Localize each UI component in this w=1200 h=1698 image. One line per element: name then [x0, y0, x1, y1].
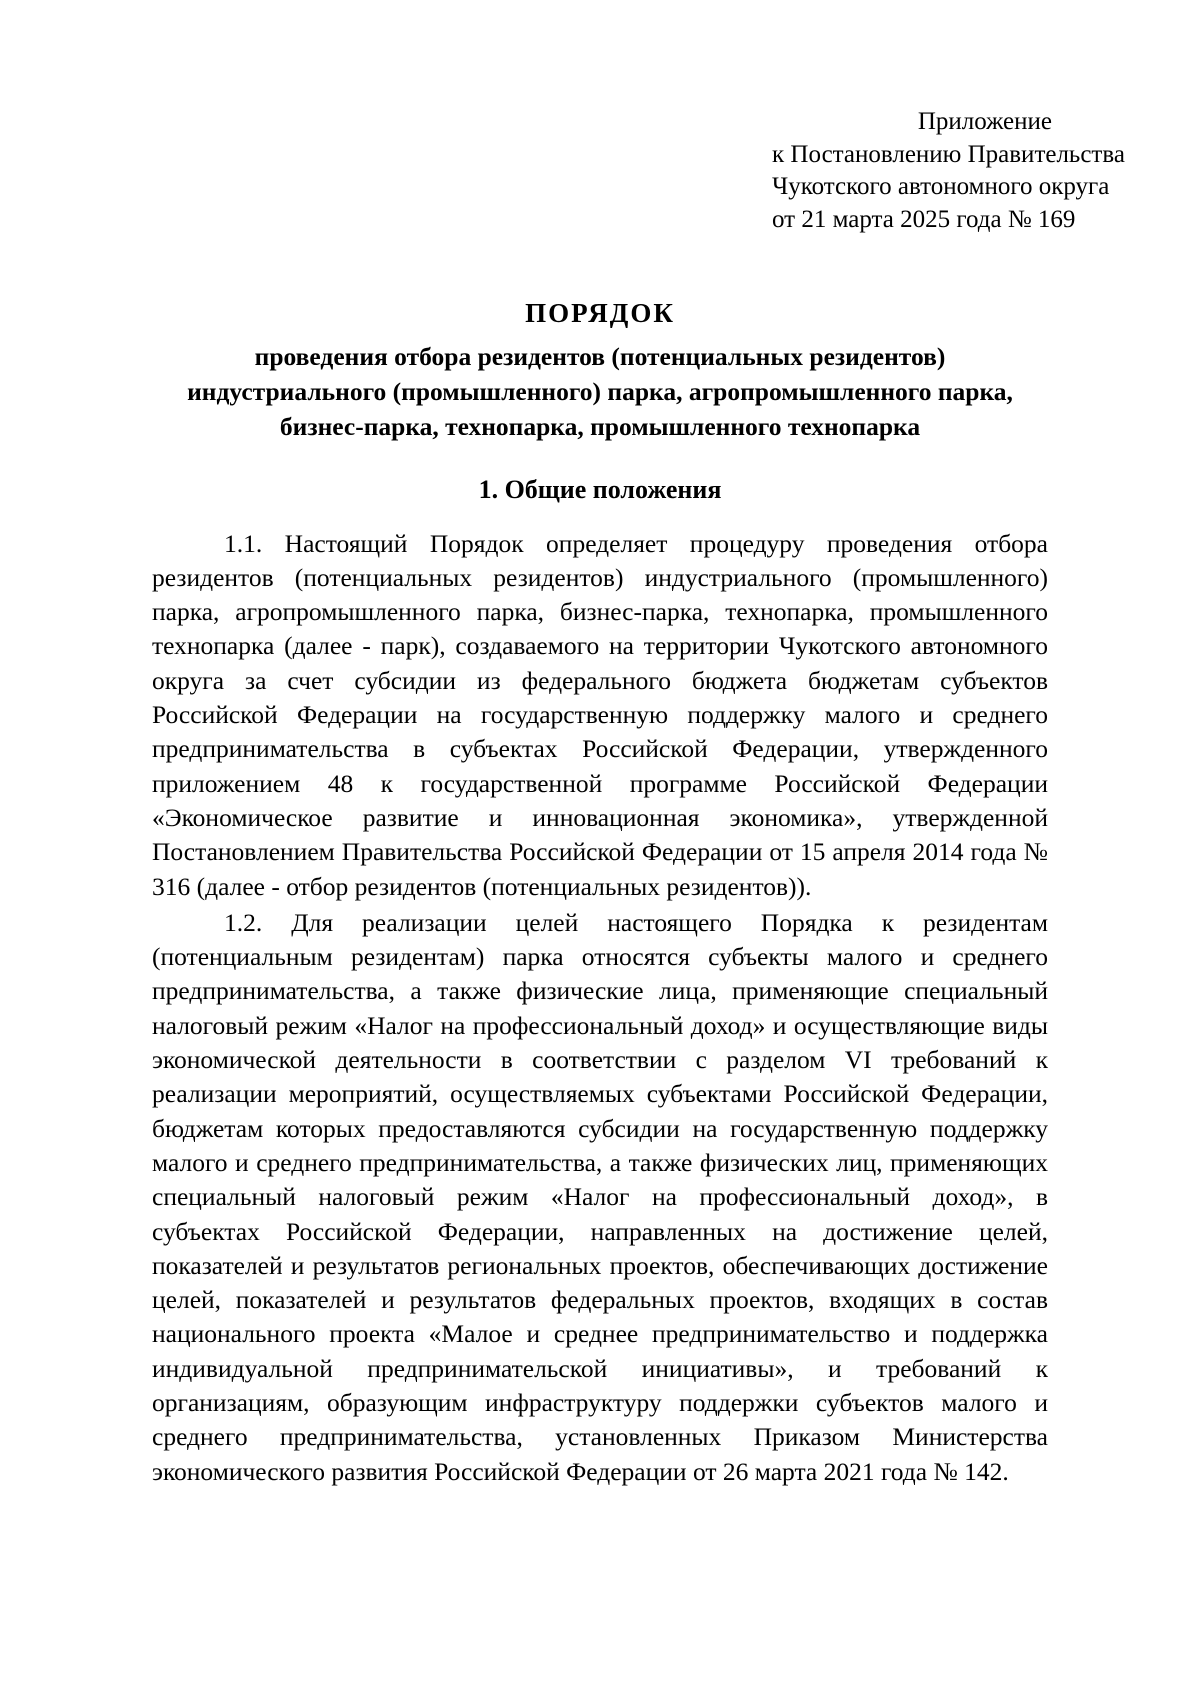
- header-line-4: от 21 марта 2025 года № 169: [772, 205, 1076, 233]
- subtitle-line-2: индустриального (промышленного) парка, агропромышленного парка,: [187, 377, 1013, 407]
- document-header-block: [772, 106, 1125, 236]
- section-heading: 1. Общие положения: [478, 474, 722, 504]
- document-subtitle: [152, 339, 1048, 445]
- subtitle-line-1: проведения отбора резидентов (потенциальных резидентов): [254, 342, 946, 371]
- document-title: ПОРЯДОК: [525, 298, 675, 328]
- header-line-1: Приложение: [917, 108, 1052, 135]
- paragraph-1-1: 1.1. Настоящий Порядок определяет процедуру проведения отбора резидентов (потенциальных резидентов) индустриального (промышленного) парка, агропромышленного парка, бизнес-парка, технопарка, промышленного технопарка (далее - парк), создаваемого на территории Чукотского автономного округа за счет субсидии из федерального бюджета бюджетам субъектов Российской Федерации на государственную поддержку малого и среднего предпринимательства в субъектах Российской Федерации, утвержденного приложением 48 к государственной программе Российской Федерации «Экономическое развитие и инновационная экономика», утвержденной Постановлением Правительства Российской Федерации от 15 апреля 2014 года № 316 (далее - отбор резидентов (потенциальных резидентов)).: [152, 528, 1048, 901]
- paragraph-1-2: 1.2. Для реализации целей настоящего Порядка к резидентам (потенциальным резидентам) парка относятся субъекты малого и среднего предпринимательства, а также физические лица, применяющие специальный налоговый режим «Налог на профессиональный доход» и осуществляющие виды экономической деятельности в соответствии с разделом VI требований к реализации мероприятий, осуществляемых субъектами Российской Федерации, бюджетам которых предоставляются субсидии на государственную поддержку малого и среднего предпринимательства, а также физических лиц, применяющих специальный налоговый режим «Налог на профессиональный доход», в субъектах Российской Федерации, направленных на достижение целей, показателей и результатов региональных проектов, обеспечивающих достижение целей, показателей и результатов федеральных проектов, входящих в состав национального проекта «Малое и среднее предпринимательство и поддержка индивидуальной предпринимательской инициативы», и требований к организациям, образующим инфраструктуру поддержки субъектов малого и среднего предпринимательства, установленных Приказом Министерства экономического развития Российской Федерации от 26 марта 2021 года № 142.: [152, 907, 1048, 1486]
- header-line-3: Чукотского автономного округа: [772, 173, 1110, 200]
- subtitle-line-3: бизнес-парка, технопарка, промышленного технопарка: [279, 412, 921, 442]
- header-line-2: к Постановлению Правительства: [772, 140, 1125, 168]
